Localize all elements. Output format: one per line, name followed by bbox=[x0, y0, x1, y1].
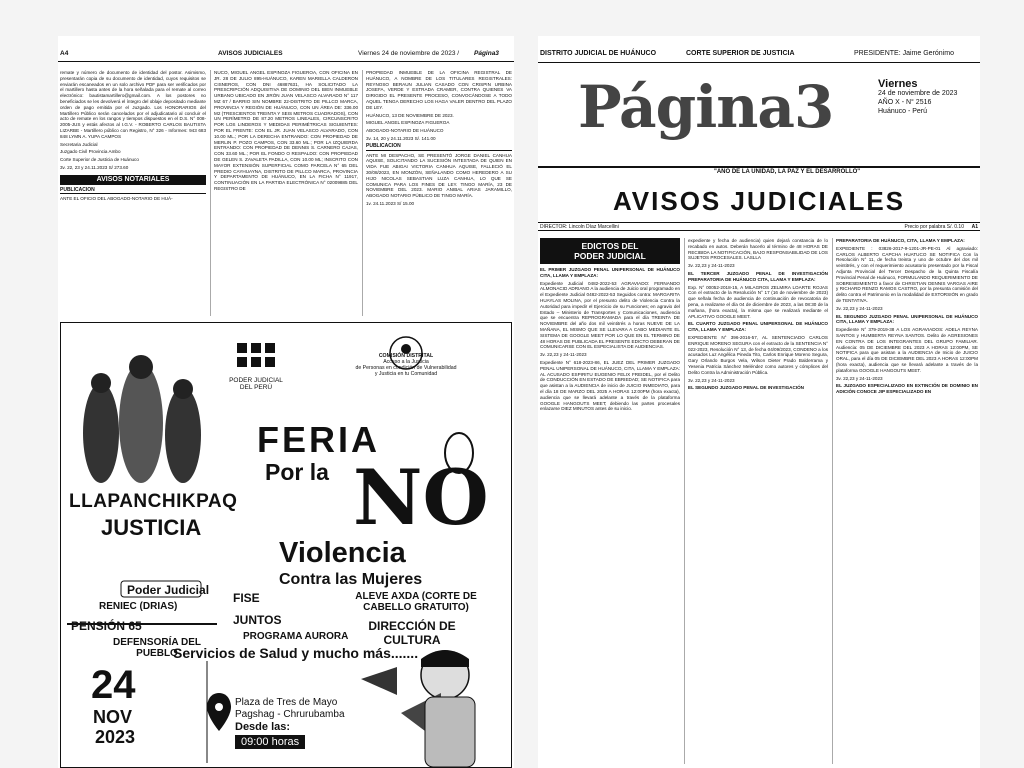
publication-line: 3v. 22,23 y 24-11-2023 bbox=[540, 352, 587, 358]
court-heading: PREPARATORIA DE HUÁNUCO, CITA, LLAMA Y EMPLAZA: bbox=[836, 238, 965, 243]
edicto-text: EXPEDIENTE N° 396-2016-57, AL SENTENCIADO CARLOS ENRIQUE MORENO SEGURA con el extracto de la SENTENCIA N° 022-2023, Resolución N° 13, de fecha 04/09/2023, CONDENO a los acusados Luz Angélica Pineda Tito, Carlos Enrique Moreno Segura, Gary Orlando Burgos Vela, Wilson Dieter Prado Balderrama y Yesenia Patricia Sánchez Meléndez como autores y cómplices del Delito Contra la Administración Pública. bbox=[688, 334, 828, 375]
publication-line: 3v. 22, 23 y 24.11.2023 S/ 273.60 bbox=[60, 164, 129, 170]
publicacion-tag: PUBLICACION bbox=[366, 144, 512, 151]
distrito-label: DISTRITO JUDICIAL DE HUÁNUCO bbox=[540, 50, 657, 57]
page-label: A4 bbox=[60, 50, 69, 57]
court-heading: EL TERCER JUZGADO PENAL DE INVESTIGACIÓN PREPARATORIA DE HUÁNUCO CITA, LLAMA Y EMPLAZA: bbox=[688, 270, 828, 282]
court-heading: EL SEGUNDO JUZGADO PENAL UNIPERSONAL DE HUÁNUCO CITA, LLAMA Y EMPLAZA: bbox=[836, 313, 978, 325]
event-desde: Desde las: bbox=[235, 721, 291, 733]
right-column-1 bbox=[540, 238, 680, 766]
divider bbox=[538, 62, 980, 63]
remate-text: remate y número de documento de identidad del postor. Asimismo, presentarán copia de su documento de identidad, cuyos requisitos se enviarán escaneados en un solo archivo PDF para ser verificados por el martillero hasta antes de la hora señalada para el remate al correo electrónico: bautistamartillero@gmail.com. A los postores no beneficiados se les devolverá el íntegro del oblaje depositado mediante orden de pago emitida por el Juzgado. Los HONORARIOS del Martillero Público serán cancelados por el adjudicatario al concluir el acto de remate en los rangos y tiempos dispuestos en el D.S. N° 008-2005-JUS y estás afectos al I.G.V. - ROBERTO CARLOS BAUTISTA LIZARBE - Martillero público con Registro, N° 326 - Informes: 943 683 848 LYMN A. YUPA CAMPOS bbox=[60, 70, 206, 139]
poster-llapanchikpaq: LLAPANCHIKPAQ bbox=[69, 491, 238, 512]
service-item: PENSIÓN 65 bbox=[71, 619, 142, 633]
edicto-text: Expediente N° 379-2019-38 A LOS AGRAVIADOS: ADELA REYNA SANTOS y HUMBERTA REYNA SANTOS. Delito de AGRESIONES EN CONTRA DE LOS INTEGRANTES DEL GRUPO FAMILIAR. Audiencia: 05 DE DICIEMBRE DEL 2023 A HORAS 12:00PM, SE NOTIFICA para que asistan a la AUDIENCIA de Inicio de JUICIO ORAL, para el día 05 DE DICIEMBRE DEL 2023 A HORAS 12:00PM (hora exacta), audiencia que se llevará adelante a través de la plataforma GOOGLE HANGOUTS MEET. bbox=[836, 327, 978, 373]
service-item: ALEVE AXDA (CORTE DE CABELLO GRATUITO) bbox=[355, 591, 477, 613]
issue-number: AÑO X - N° 2516 bbox=[878, 99, 932, 106]
right-column-3 bbox=[836, 238, 978, 766]
brand-small: Página3 bbox=[474, 50, 499, 57]
service-item: PROGRAMA AURORA bbox=[243, 631, 349, 642]
publication-line: 3v. 14, 20 y 24.11.2023 S/. 141.00 bbox=[366, 135, 436, 141]
left-newspaper-page bbox=[58, 36, 514, 768]
edicto-text: Expediente N° 618-2023-86, EL JUEZ DEL PRIMER JUZGADO PENAL UNIPERSONAL DE HUÁNUCO, CITA, LLAMA Y EMPLAZA: AL ACUSADO ESPIRITU EUGENIO FELIX FREIDEL, por el Delito de CONDUCCIÓN EN ESTADO DE EBRIEDAD; SE NOTIFICA para que asistan a la AUDIENCIA de inicio de JUICIO INMEDIATO, para el día 18 DE MARZO DEL 2025 A HORAS 12:00PM (hora exacta), audiencia que se llevará adelante a través de la plataforma GOOGLE HANGOUTS MEET; debiendo las partes procesales enlazarse DIEZ MINUTOS antes de su inicio. bbox=[540, 359, 680, 412]
director-name: DIRECTOR: Lincoln Díaz Marcellini bbox=[540, 224, 619, 230]
column-divider bbox=[210, 70, 211, 316]
event-year: 2023 bbox=[95, 727, 136, 747]
issue-city: Huánuco - Perú bbox=[878, 108, 928, 115]
issue-info bbox=[878, 80, 957, 116]
place-date: HUÁNUCO, 13 DE NOVIEMBRE DE 2023. bbox=[366, 112, 454, 118]
court-heading: EL JUZGADO ESPECIALIZADO EN EXTINCIÓN DE DOMINIO EN ADICIÓN CONOCE JIP ESPECIALIZADO EN bbox=[836, 383, 978, 395]
edictos-header: EDICTOS DEL PODER JUDICIAL bbox=[540, 238, 680, 264]
edicto-text: Exp. N° 00052-2018-15, A MILAGROS ZELMIRA LOARTE ROJAS Con el extracto de la Resolución N° 17 (16 de noviembre de 2023) que señala fecha de audiencia de continuación de revocatoria de pena, a realizarse el día 04 de diciembre de 2023, a las 08:30 de la mañana, (hora exacta), la misma que se realizará mediante el APLICATIVO GOOGLE MEET. bbox=[688, 284, 828, 319]
column-divider bbox=[362, 70, 363, 316]
poster-salud: Servicios de Salud y mucho más....... bbox=[173, 645, 419, 661]
price-per-word: Precio por palabra S/. 0.10 bbox=[904, 224, 964, 230]
avisos-notariales-bar: AVISOS NOTARIALES bbox=[60, 175, 206, 185]
event-place-2: Pagshag - Chrurubamba bbox=[235, 709, 345, 720]
masthead-logo: Página3 bbox=[578, 73, 834, 141]
date-line: Viernes 24 de noviembre de 2023 / bbox=[358, 50, 460, 57]
poster-justicia: JUSTICIA bbox=[101, 515, 202, 540]
event-day: 24 bbox=[91, 663, 136, 707]
feria-poster bbox=[60, 322, 512, 768]
publicacion-tag: PUBLICACION bbox=[60, 188, 206, 195]
notarial-text: NUCO, MIGUEL ANGEL ESPINOZA FIGUEROA, CON OFICINA EN JR. 28 DE JULIO 895-HUÁNUCO, KAREN MARIELLA CALDERON CISNEROS, CON DNI 46887631, HA SOLICITADO LA PRESCRIPCIÓN ADQUISITIVA DE DOMINIO DEL BIEN INMUEBLE URBANO UBICADO EN JIRÓN JUAN VELASCO ALVARADO N° 117 MZ 67 / BARRIO SIN NOMBRE 22-DISTRITO DE PILLCO MARCA, PROVINCIA Y REGIÓN DE HUÁNUCO, CON UN ÁREA DE: 336.00 M2 (TRESCIENTOS TREINTA Y SEIS METROS CUADRADOS), CON UN PERÍMETRO DE 87.20 METROS LINEALES, CIRCUNSCRITO POR LOS LINDEROS Y MEDIDAS PERIMÉTRICAS SIGUIENTES: POR EL FRENTE: CON EL JR. JUAN VELASCO ALVARADO, CON 10.00 ML.; POR LA DERECHA ENTRANDO: CON PROPIEDAD DE MERLIN P. POZO CAMPOS, CON 33.60 ML.; POR LA IZQUIERDA ENTRANDO: CON PROPIEDAD DE DENNIS S. CARNERO CAJAS, CON 33.60 ML.; POR EL FONDO O RESPALDO: CON PROPIEDAD DE GELEN S. ZAVALETA PADILLA, CON 10.00 ML; INSCRITO CON MAYOR EXTENSIÓN SUPERFICIAL COMO PARCELA N° 65 DEL PREDIO CAYHUAYNA, DISTRITO DE PILLCO MARCA, PROVINCIA Y DEPARTAMENTO DE HUÁNUCO, EN LA FICHA N° 11917, CONTINUACIÓN EN LA PARTIDA ELECTRÓNICA N° 02009885 DEL REGISTRO DE bbox=[214, 70, 358, 191]
page-number: A1 bbox=[971, 224, 978, 230]
notarial-text: ANTE EL OFICIO DEL ABOGADO-NOTARIO DE HUÁ- bbox=[60, 196, 173, 202]
publication-line: 3v. 22,23 y 24-11-2023 bbox=[836, 375, 883, 381]
edicto-text: Expediente Judicial 0482-2022-53 AGRAVIADO: FERNANDO ALMONACID ADRIANO A la audiencia de Juicio oral programado en el Expediente Judicial 0482-2022-53 Seguidos contra: MARGARITA HUAYLAS MOLINA, por el presunto delito de Violencia Contra la Autoridad para impedir el Ejercicio de su Funciones; en agravio del Estado – Ministerio de Transportes y Comunicaciones, audiencia que se encuentra REPROGRAMADA para el día TREINTA DE NOVIEMBRE del año dos mil veintitrés a horas NUEVE DE LA MAÑANA, EL MISMO QUE SE LLEVARA A CABO MEDIANTE EL SISTEMA DE GOOGLE MEET POR LO QUE EN EL TERMINO DE 48 HORAS DE PUBLICADA EL PRESENTE EDICTO DEBERAN DE COMUNICARSE CON EL ESPECIALISTA DE AUDIENCIAS. bbox=[540, 280, 680, 350]
signature-line: Secretaria Judicial bbox=[60, 141, 98, 147]
poster-por-la: Por la bbox=[265, 459, 329, 485]
right-column-2 bbox=[688, 238, 828, 766]
service-item: DEFENSORÍA DEL PUEBLO bbox=[113, 637, 201, 659]
mascot-megaphone-icon bbox=[361, 650, 475, 767]
publication-line: 3v. 22,23 y 24-11-2023 bbox=[688, 377, 735, 383]
edicto-text: EXPEDIENTE : 03826-2017-9-1201-JR-PE-01 Al agraviado: CARLOS ALBERTO CAPCHA HUATUCO SE NOTIFICA Con la Resolución N° 11, de fecha treinta y uno de octubre del dos mil veintitrés, y con el requerimiento acusatorio presentado por la Fiscal Adjunta Provincial del Tercer Despacho de la Quinta Fiscalía Provincial Penal de Huánuco, FORMULANDO REQUERIMIENTO DE SOBRESEIMIENTO a favor de CHRISTIAN DENNIS VARGAS AIRE y RICHARD RENZO RAMOS CASTRO, por la presunta comisión del delito contra el Patrimonio en la modalidad de EXTORSIÓN en grado de TENTATIVA. bbox=[836, 245, 978, 303]
service-item: DIRECCIÓN DE CULTURA bbox=[368, 619, 456, 647]
poster-no: NO bbox=[353, 453, 489, 542]
comision-distrital-label: COMISIÓN DISTRITAL Acceso a la Justicia de Personas en condición de Vulnerabilidad y Justicia en tu Comunidad bbox=[355, 353, 457, 377]
service-item: RENIEC (DRIAS) bbox=[99, 601, 178, 612]
women-figures-icon bbox=[83, 355, 201, 483]
court-heading: EL PRIMER JUZGADO PENAL UNIPERSONAL DE HUÁNUCO CITA, LLAMA Y EMPLAZA: bbox=[540, 267, 680, 278]
event-month: NOV bbox=[93, 707, 133, 727]
right-newspaper-page bbox=[538, 36, 980, 768]
left-running-header bbox=[58, 46, 514, 62]
edicto-text: expediente y fecha de audiencia) quien dejará constancia de lo recabado en autos. Deberán hacerlo al término de 48 HORAS DE RECIBIDA LA NOTIFICACIÓN, BAJO RESPONSABILIDAD DE LOS SUJETOS PROCESALES. LASLLA bbox=[688, 238, 828, 261]
left-column-2 bbox=[214, 70, 358, 320]
service-item: Poder Judicial bbox=[127, 583, 210, 597]
column-divider bbox=[684, 238, 685, 764]
poster-violencia: Violencia bbox=[279, 537, 406, 569]
poster-feria: FERIA bbox=[257, 419, 380, 460]
issue-day: Viernes bbox=[878, 78, 918, 90]
location-pin-icon bbox=[207, 693, 231, 731]
notarial-text: PROPIEDAD INMUEBLE DE LA OFICINA REGISTRAL DE HUÁNUCO, A NOMBRE DE LOS TITULARES REGISTRALES: REYNOSO BERAUN JULIAN CASADO CON CRISPIN URBINA JOSEFA, VERDE Y ESTRADA CRAMER, CONTRA QUIENES VA DIRIGIDO EL PRESENTE PROCESO, CONVOCÁNDOSE A TODO AQUEL TENGA DERECHO LOS HAGA VALER DENTRO DEL PLAZO DE LEY. bbox=[366, 70, 512, 110]
court-heading: EL CUARTO JUZGADO PENAL UNIPERSONAL DE HUÁNUCO CITA, LLAMA Y EMPLAZA: bbox=[688, 321, 828, 333]
poster-contra-mujeres: Contra las Mujeres bbox=[279, 571, 423, 588]
event-time: 09:00 horas bbox=[235, 735, 305, 749]
column-divider bbox=[832, 238, 833, 764]
court-heading: EL SEGUNDO JUZGADO PENAL DE INVESTIGACIÓN bbox=[688, 385, 804, 391]
notary-role: ABOGADO-NOTARIO DE HUÁNUCO bbox=[366, 128, 444, 134]
service-item: JUNTOS bbox=[233, 613, 282, 627]
director-bar bbox=[538, 222, 980, 231]
publication-line: 3v. 22,23 y 24-11-2023 bbox=[836, 305, 883, 311]
issue-date: 24 de noviembre de 2023 bbox=[878, 90, 958, 97]
corte-label: CORTE SUPERIOR DE JUSTICIA bbox=[686, 50, 795, 57]
left-column-3 bbox=[366, 70, 512, 320]
notarial-text: ANTE MI DESPACHO, SE PRESENTÓ JORGE DANIEL CANHUA AQUISE, SOLICITANDO LA SUCESIÓN INTESTADA DE QUIEN EN VIDA FUE ABIGAI VICTORIA CANHUA AQUISE, FALLECIÓ EL 30/08/2023, EN MONZÓN, SEÑALANDO COMO HEREDERO A SU HIJO NICOLAS SEBASTIAN LUZA CANHUA, LO QUE SE COMUNICA PARA LOS FINES DE LEY. TINGO MARÍA, 23 DE NOVIEMBRE DEL 2023. MARIO ANIBAL ARIAS JARAMILLO, ABOGADO NOTARIO PÚBLICO DE TINGO MARÍA. bbox=[366, 152, 512, 199]
presidente-label: PRESIDENTE: Jaime Gerónimo bbox=[854, 50, 954, 57]
avisos-judiciales-title: AVISOS JUDICIALES bbox=[612, 186, 906, 216]
left-column-1 bbox=[60, 70, 206, 320]
event-place: Plaza de Tres de Mayo bbox=[235, 697, 338, 708]
year-motto: "AÑO DE LA UNIDAD, LA PAZ Y EL DESARROLLO" bbox=[714, 169, 861, 175]
poder-judicial-logo-icon bbox=[237, 343, 275, 367]
poder-judicial-label: PODER JUDICIAL DEL PERÚ bbox=[229, 377, 283, 391]
publication-line: 3v. 22,23 y 24-11-2023 bbox=[688, 263, 735, 269]
service-item: FISE bbox=[233, 591, 260, 605]
signature-line: Corte Superior de Justicia de Huánuco bbox=[60, 157, 139, 163]
divider bbox=[538, 166, 980, 168]
signature-line: Juzgado Civil Provincia Ambo bbox=[60, 149, 121, 155]
publication-line: 1v. 24.11.2023 S/ 15.00 bbox=[366, 200, 415, 206]
section-title: AVISOS JUDICIALES bbox=[218, 50, 283, 57]
notary-name: MIGUEL ANGEL ESPINOZA FIGUEROA bbox=[366, 120, 450, 126]
